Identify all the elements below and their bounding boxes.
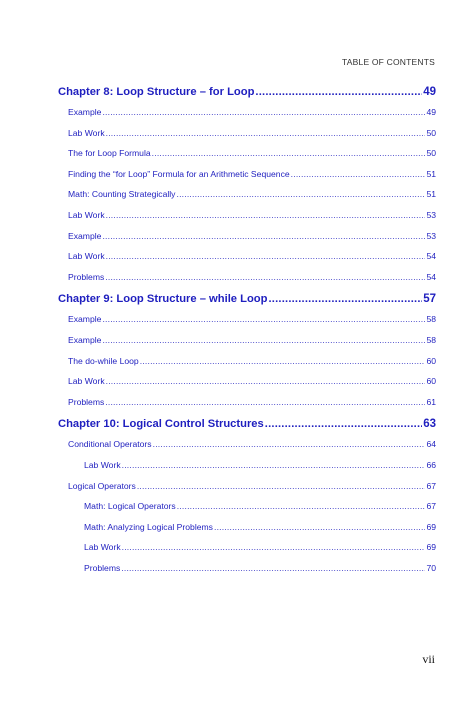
toc-entry-page: 58 — [426, 314, 436, 325]
dot-leader — [152, 143, 426, 164]
toc-entry-title: Problems — [68, 396, 105, 407]
toc-entry-title: Lab Work — [84, 459, 121, 470]
toc-entry-title: Math: Logical Operators — [84, 501, 176, 512]
dot-leader — [102, 330, 425, 351]
toc-entry[interactable] — [58, 476, 436, 497]
toc-entry[interactable] — [58, 184, 436, 205]
toc-entry-title: The do-while Loop — [68, 355, 139, 366]
dot-leader — [121, 558, 425, 579]
toc-entry[interactable] — [58, 164, 436, 185]
dot-leader — [106, 246, 426, 267]
toc-entry-title: Math: Counting Strategically — [68, 189, 176, 200]
toc-entry[interactable] — [58, 205, 436, 226]
toc-entry[interactable] — [58, 143, 436, 164]
toc-entry-title: Lab Work — [68, 127, 105, 138]
dot-leader — [102, 102, 425, 123]
dot-leader — [153, 434, 426, 455]
dot-leader — [140, 351, 426, 372]
toc-entry-page: 69 — [426, 521, 436, 532]
toc-entry-page: 53 — [426, 230, 436, 241]
running-head: TABLE OF CONTENTS — [342, 57, 435, 67]
dot-leader — [122, 455, 426, 476]
toc-entry-title: The for Loop Formula — [68, 148, 151, 159]
toc-entry-page: 67 — [426, 501, 436, 512]
toc-entry[interactable] — [58, 246, 436, 267]
toc-entry[interactable] — [58, 330, 436, 351]
toc-entry-title: Chapter 9: Loop Structure – while Loop — [58, 293, 268, 306]
toc-entry-page: 64 — [426, 439, 436, 450]
toc-entry[interactable] — [58, 309, 436, 330]
toc-entry-page: 58 — [426, 334, 436, 345]
toc-entry-page: 69 — [426, 542, 436, 553]
toc-entry-title: Example — [68, 334, 102, 345]
toc-entry-page: 49 — [426, 107, 436, 117]
dot-leader — [102, 309, 425, 330]
toc-entry[interactable] — [58, 123, 436, 144]
toc-entry-title: Example — [68, 230, 102, 241]
toc-entry-page: 60 — [426, 355, 436, 366]
dot-leader — [137, 476, 426, 497]
dot-leader — [122, 537, 426, 558]
dot-leader — [255, 82, 422, 102]
toc-entry-title: Logical Operators — [68, 480, 136, 491]
dot-leader — [105, 267, 425, 288]
toc-entry-page: 63 — [423, 418, 436, 431]
toc-entry-page: 51 — [426, 189, 436, 200]
toc-subentry[interactable] — [58, 496, 436, 517]
toc-entry-title: Example — [68, 107, 102, 117]
dot-leader — [106, 123, 426, 144]
toc-entry[interactable] — [58, 434, 436, 455]
toc-entry-page: 51 — [426, 168, 436, 179]
toc-entry-page: 70 — [426, 562, 436, 573]
toc-entry-page: 54 — [426, 271, 436, 282]
dot-leader — [268, 289, 422, 309]
toc-chapter-9[interactable] — [58, 289, 436, 309]
toc-entry-title: Problems — [68, 271, 105, 282]
toc-entry-title: Example — [68, 314, 102, 325]
dot-leader — [214, 517, 425, 538]
toc-entry-page: 61 — [426, 396, 436, 407]
toc-entry-page: 53 — [426, 209, 436, 220]
toc-entry-title: Chapter 8: Loop Structure – for Loop — [58, 86, 255, 98]
table-of-contents — [58, 80, 436, 578]
toc-entry-title: Math: Analyzing Logical Problems — [84, 521, 213, 532]
toc-subentry[interactable] — [58, 455, 436, 476]
toc-entry-page: 57 — [423, 293, 436, 306]
toc-entry-title: Lab Work — [68, 209, 105, 220]
toc-entry-page: 60 — [426, 376, 436, 387]
toc-entry[interactable] — [58, 226, 436, 247]
toc-entry[interactable] — [58, 102, 436, 123]
toc-entry-page: 50 — [426, 127, 436, 138]
dot-leader — [106, 205, 426, 226]
dot-leader — [291, 164, 426, 185]
page-number: vii — [422, 652, 435, 666]
toc-entry-page: 49 — [423, 86, 436, 98]
toc-entry-title: Lab Work — [84, 542, 121, 553]
dot-leader — [177, 496, 426, 517]
dot-leader — [102, 226, 425, 247]
toc-entry-title: Chapter 10: Logical Control Structures — [58, 418, 264, 431]
dot-leader — [106, 371, 426, 392]
toc-entry-page: 54 — [426, 251, 436, 262]
toc-chapter-10[interactable] — [58, 414, 436, 434]
toc-entry[interactable] — [58, 351, 436, 372]
toc-entry[interactable] — [58, 392, 436, 413]
toc-entry-page: 66 — [426, 459, 436, 470]
toc-chapter-8[interactable] — [58, 82, 436, 102]
toc-entry-title: Problems — [84, 562, 121, 573]
dot-leader — [265, 414, 422, 434]
toc-subentry[interactable] — [58, 558, 436, 579]
toc-entry-title: Conditional Operators — [68, 439, 152, 450]
dot-leader — [176, 184, 425, 205]
toc-entry-page: 50 — [426, 148, 436, 159]
toc-entry-title: Lab Work — [68, 376, 105, 387]
dot-leader — [105, 392, 425, 413]
toc-entry-title: Lab Work — [68, 251, 105, 262]
toc-subentry[interactable] — [58, 537, 436, 558]
toc-entry-page: 67 — [426, 480, 436, 491]
toc-entry[interactable] — [58, 267, 436, 288]
toc-subentry[interactable] — [58, 517, 436, 538]
toc-entry-title: Finding the “for Loop” Formula for an Arithmetic Sequence — [68, 168, 290, 179]
toc-entry[interactable] — [58, 371, 436, 392]
